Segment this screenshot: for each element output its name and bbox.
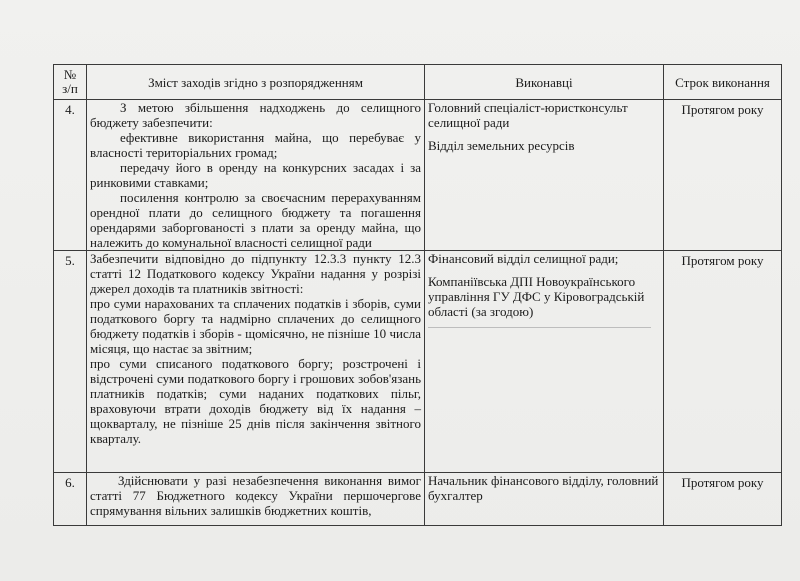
content-paragraph: Здійснювати у разі незабезпечення виконання вимог статті 77 Бюджетного кодексу України першочергове спрямування вільних залишків бюджетних коштів, bbox=[90, 473, 421, 518]
measures-table bbox=[53, 64, 782, 526]
table-row bbox=[54, 100, 782, 251]
table-header-row bbox=[54, 65, 782, 100]
content-paragraph: про суми списаного податкового боргу; розстрочені і відстрочені суми податкового боргу і грошових зобов'язань платників податків; суми наданих податкових пільг, враховуючи втрати доходів бюджету від їх надання – щокварталу, не пізніше 25 днів після закінчення звітного кварталу. bbox=[90, 356, 421, 446]
executor-line: Фінансовий відділ селищної ради; bbox=[428, 251, 619, 266]
content-paragraph: З метою збільшення надходжень до селищного бюджету забезпечити: bbox=[90, 100, 421, 130]
row-term: Протягом року bbox=[664, 473, 782, 526]
executor-line: Головний спеціаліст-юристконсульт селищної ради bbox=[428, 100, 628, 130]
header-number bbox=[54, 65, 87, 100]
executor-line: Компаніївська ДПІ Новоукраїнського управління ГУ ДФС у Кіровоградській області (за згодою) bbox=[428, 274, 645, 319]
row-term: Протягом року bbox=[664, 251, 782, 473]
row-number: 6. bbox=[54, 473, 87, 526]
row-executors bbox=[425, 100, 664, 251]
row-content bbox=[87, 251, 425, 473]
content-paragraph: про суми нарахованих та сплачених податків і зборів, суми податкового боргу та надмірно сплачених до селищного бюджету податків і зборів - щомісячно, не пізніше 10 числа місяця, що настає за звітним; bbox=[90, 296, 421, 356]
row-content bbox=[87, 473, 425, 526]
row-executors bbox=[425, 473, 664, 526]
row-term: Протягом року bbox=[664, 100, 782, 251]
header-executors: Виконавці bbox=[425, 65, 664, 100]
header-number-symbol: № bbox=[63, 67, 77, 82]
content-paragraph: передачу його в оренду на конкурсних засадах і за ринковими ставками; bbox=[90, 160, 421, 190]
content-paragraph: посилення контролю за своєчасним перерахуванням орендної плати до селищного бюджету та погашення орендарями заборгованості з плати за оренду майна, що належить до комунальної власності селищної ради bbox=[90, 190, 421, 250]
row-content bbox=[87, 100, 425, 251]
executor-line: Начальник фінансового відділу, головний бухгалтер bbox=[428, 473, 659, 503]
header-number-abbr: з/п bbox=[62, 81, 78, 96]
faint-divider bbox=[428, 327, 651, 328]
executor-line: Відділ земельних ресурсів bbox=[428, 138, 575, 153]
content-paragraph: ефективне використання майна, що перебуває у власності територіальних громад; bbox=[90, 130, 421, 160]
header-term: Строк виконання bbox=[664, 65, 782, 100]
table-row bbox=[54, 473, 782, 526]
content-paragraph: Забезпечити відповідно до підпункту 12.3.3 пункту 12.3 статті 12 Податкового кодексу України надання у розрізі джерел доходів та платників звітності: bbox=[90, 251, 421, 296]
row-executors bbox=[425, 251, 664, 473]
row-number: 5. bbox=[54, 251, 87, 473]
row-number: 4. bbox=[54, 100, 87, 251]
table-row bbox=[54, 251, 782, 473]
header-content: Зміст заходів згідно з розпорядженням bbox=[87, 65, 425, 100]
